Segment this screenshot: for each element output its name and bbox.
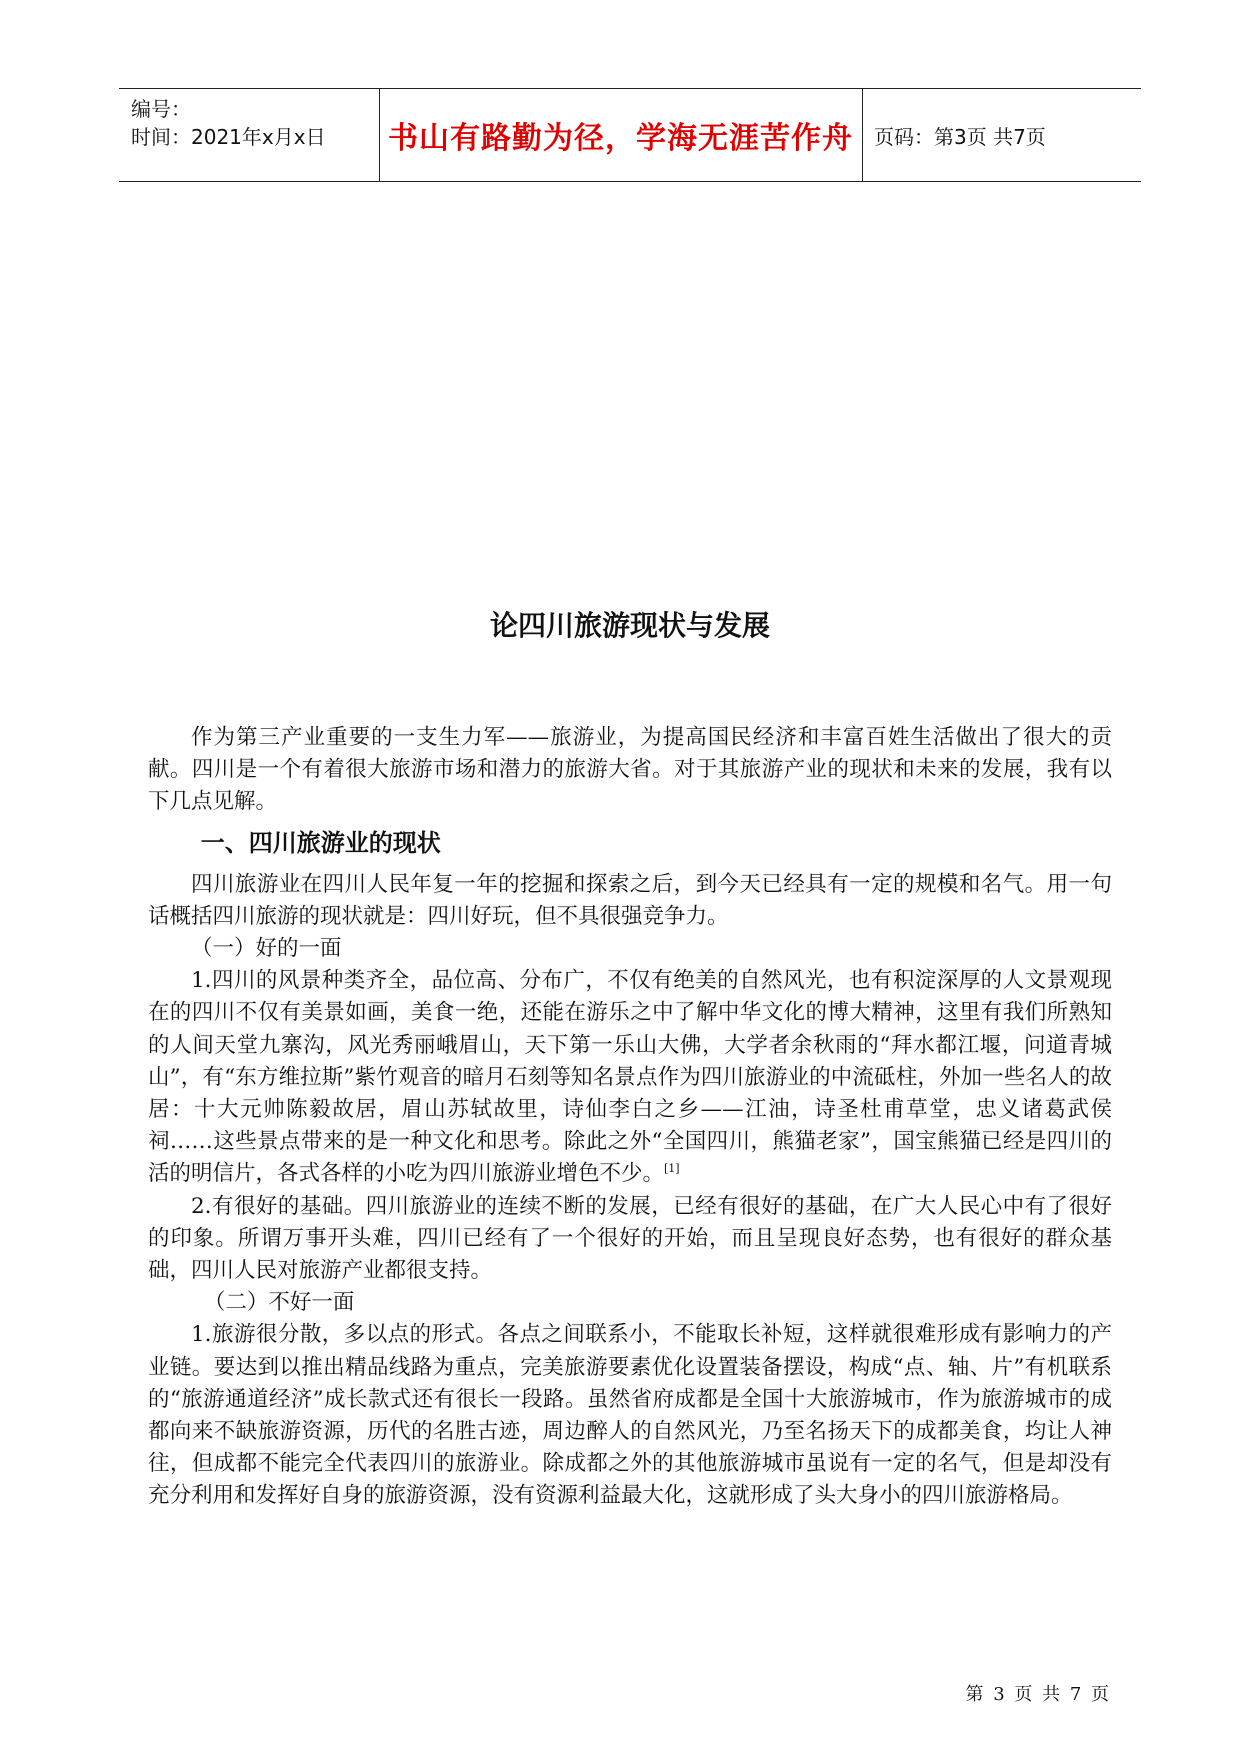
point-paragraph: 2.有很好的基础。四川旅游业的连续不断的发展，已经有很好的基础，在广大人民心中有了很好的印象。所谓万事开头难，四川已经有了一个很好的开始，而且呈现良好态势，也有很好的群众基础，四川人民对旅游产业都很支持。 xyxy=(148,1193,1112,1284)
page-footer: 第 3 页 共 7 页 xyxy=(965,1684,1111,1705)
header-table xyxy=(119,88,1141,182)
point-paragraph: 1.旅游很分散，多以点的形式。各点之间联系小，不能取长补短，这样就很难形成有影响力的产业链。要达到以推出精品线路为重点，完美旅游要素优化设置装备摆设，构成“点、轴、片”有机联系的“旅游通道经济”成长款式还有很长一段路。虽然省府成都是全国十大旅游城市，作为旅游城市的成都向来不缺旅游资源，历代的名胜古迹，周边醉人的自然风光，乃至名扬天下的成都美食，均让人神往，但成都不能完全代表四川的旅游业。除成都之外的其他旅游城市虽说有一定的名气，但是却没有充分利用和发挥好自身的旅游资源，没有资源利益最大化，这就形成了头大身小的四川旅游格局。 xyxy=(148,1322,1112,1509)
document-title: 论四川旅游现状与发展 xyxy=(489,609,770,642)
point-text: 1.四川的风景种类齐全，品位高、分布广，不仅有绝美的自然风光，也有积淀深厚的人文景观现在的四川不仅有美景如画，美食一绝，还能在游乐之中了解中华文化的博大精神，这里有我们所熟知的人间天堂九寨沟，风光秀丽峨眉山，天下第一乐山大佛，大学者余秋雨的“拜水都江堰，问道青城山”，有“东方维拉斯”紫竹观音的暗月石刻等知名景点作为四川旅游业的中流砥柱，外加一些名人的故居：十大元帅陈毅故居，眉山苏轼故里，诗仙李白之乡——江油，诗圣杜甫草堂，忠义诸葛武侯祠……这些景点带来的是一种文化和思考。除此之外“全国四川，熊猫老家”，国宝熊猫已经是四川的活的明信片，各式各样的小吃为四川旅游业增色不少。 xyxy=(148,968,1112,1187)
section-intro-paragraph: 四川旅游业在四川人民年复一年的挖掘和探索之后，到今天已经具有一定的规模和名气。用一句话概括四川旅游的现状就是：四川好玩，但不具很强竞争力。 xyxy=(148,871,1112,929)
subsection-heading: （二）不好一面 xyxy=(203,1290,355,1316)
header-divider xyxy=(862,89,863,181)
subsection-heading: （一）好的一面 xyxy=(191,936,342,962)
header-motto: 书山有路勤为径，学海无涯苦作舟 xyxy=(388,121,853,156)
time-label: 时间：2021年x月x日 xyxy=(131,125,326,149)
intro-paragraph: 作为第三产业重要的一支生力军——旅游业，为提高国民经济和丰富百姓生活做出了很大的贡献。四川是一个有着很大旅游市场和潜力的旅游大省。对于其旅游产业的现状和未来的发展，我有以下几点见解。 xyxy=(148,725,1112,815)
header-page-code: 页码：第3页 共7页 xyxy=(874,124,1046,149)
point-paragraph xyxy=(148,965,1112,1190)
number-label: 编号： xyxy=(131,97,191,121)
footnote-marker: [1] xyxy=(664,1162,680,1176)
header-meta xyxy=(131,95,371,151)
section-heading: 一、四川旅游业的现状 xyxy=(200,828,441,857)
document-body xyxy=(148,722,1112,1513)
